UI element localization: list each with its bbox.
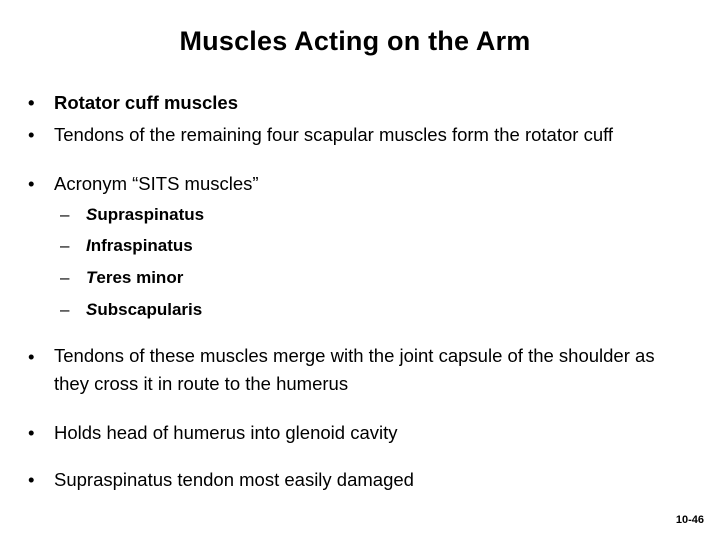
dash-marker: – [60,300,70,319]
acronym-initial: T [86,268,97,287]
bullet-acronym [28,169,259,199]
bullet-rotator-cuff [28,88,238,118]
acronym-item-teres-minor [60,262,183,294]
bullet-marker: • [28,422,35,443]
acronym-initial: I [86,236,91,255]
acronym-item-subscapularis [60,294,202,326]
bullet-marker: • [28,124,35,145]
bullet-marker: • [28,469,35,490]
dash-marker: – [60,268,70,287]
bullet-text: Tendons of the remaining four scapular muscles form the rotator cuff [54,124,614,145]
bullet-supraspinatus-damaged [28,465,414,495]
bullet-holds-head [28,418,397,448]
bullet-text: Acronym “SITS muscles” [54,173,259,194]
bullet-tendons-merge [28,342,674,398]
slide-title: Muscles Acting on the Arm [179,26,531,56]
bullet-text: Rotator cuff muscles [54,92,239,113]
bullet-text: Supraspinatus tendon most easily damaged [54,469,414,490]
acronym-item-supraspinatus [60,199,204,231]
bullet-tendons-form-cuff [28,120,613,150]
page-number: 10-46 [675,514,704,526]
dash-marker: – [60,236,70,255]
bullet-text: Holds head of humerus into glenoid cavity [54,422,398,443]
acronym-initial: S [86,300,98,319]
acronym-rest: ubscapularis [97,300,203,319]
bullet-marker: • [28,346,35,367]
dash-marker: – [60,205,70,224]
bullet-marker: • [28,92,35,113]
acronym-rest: eres minor [96,268,184,287]
acronym-rest: upraspinatus [97,205,205,224]
bullet-text: Tendons of these muscles merge with the joint capsule of the shoulder as they cross it in route to the humerus [54,345,655,394]
bullet-marker: • [28,173,35,194]
acronym-item-infraspinatus [60,230,193,262]
acronym-rest: nfraspinatus [90,236,193,255]
acronym-initial: S [86,205,98,224]
